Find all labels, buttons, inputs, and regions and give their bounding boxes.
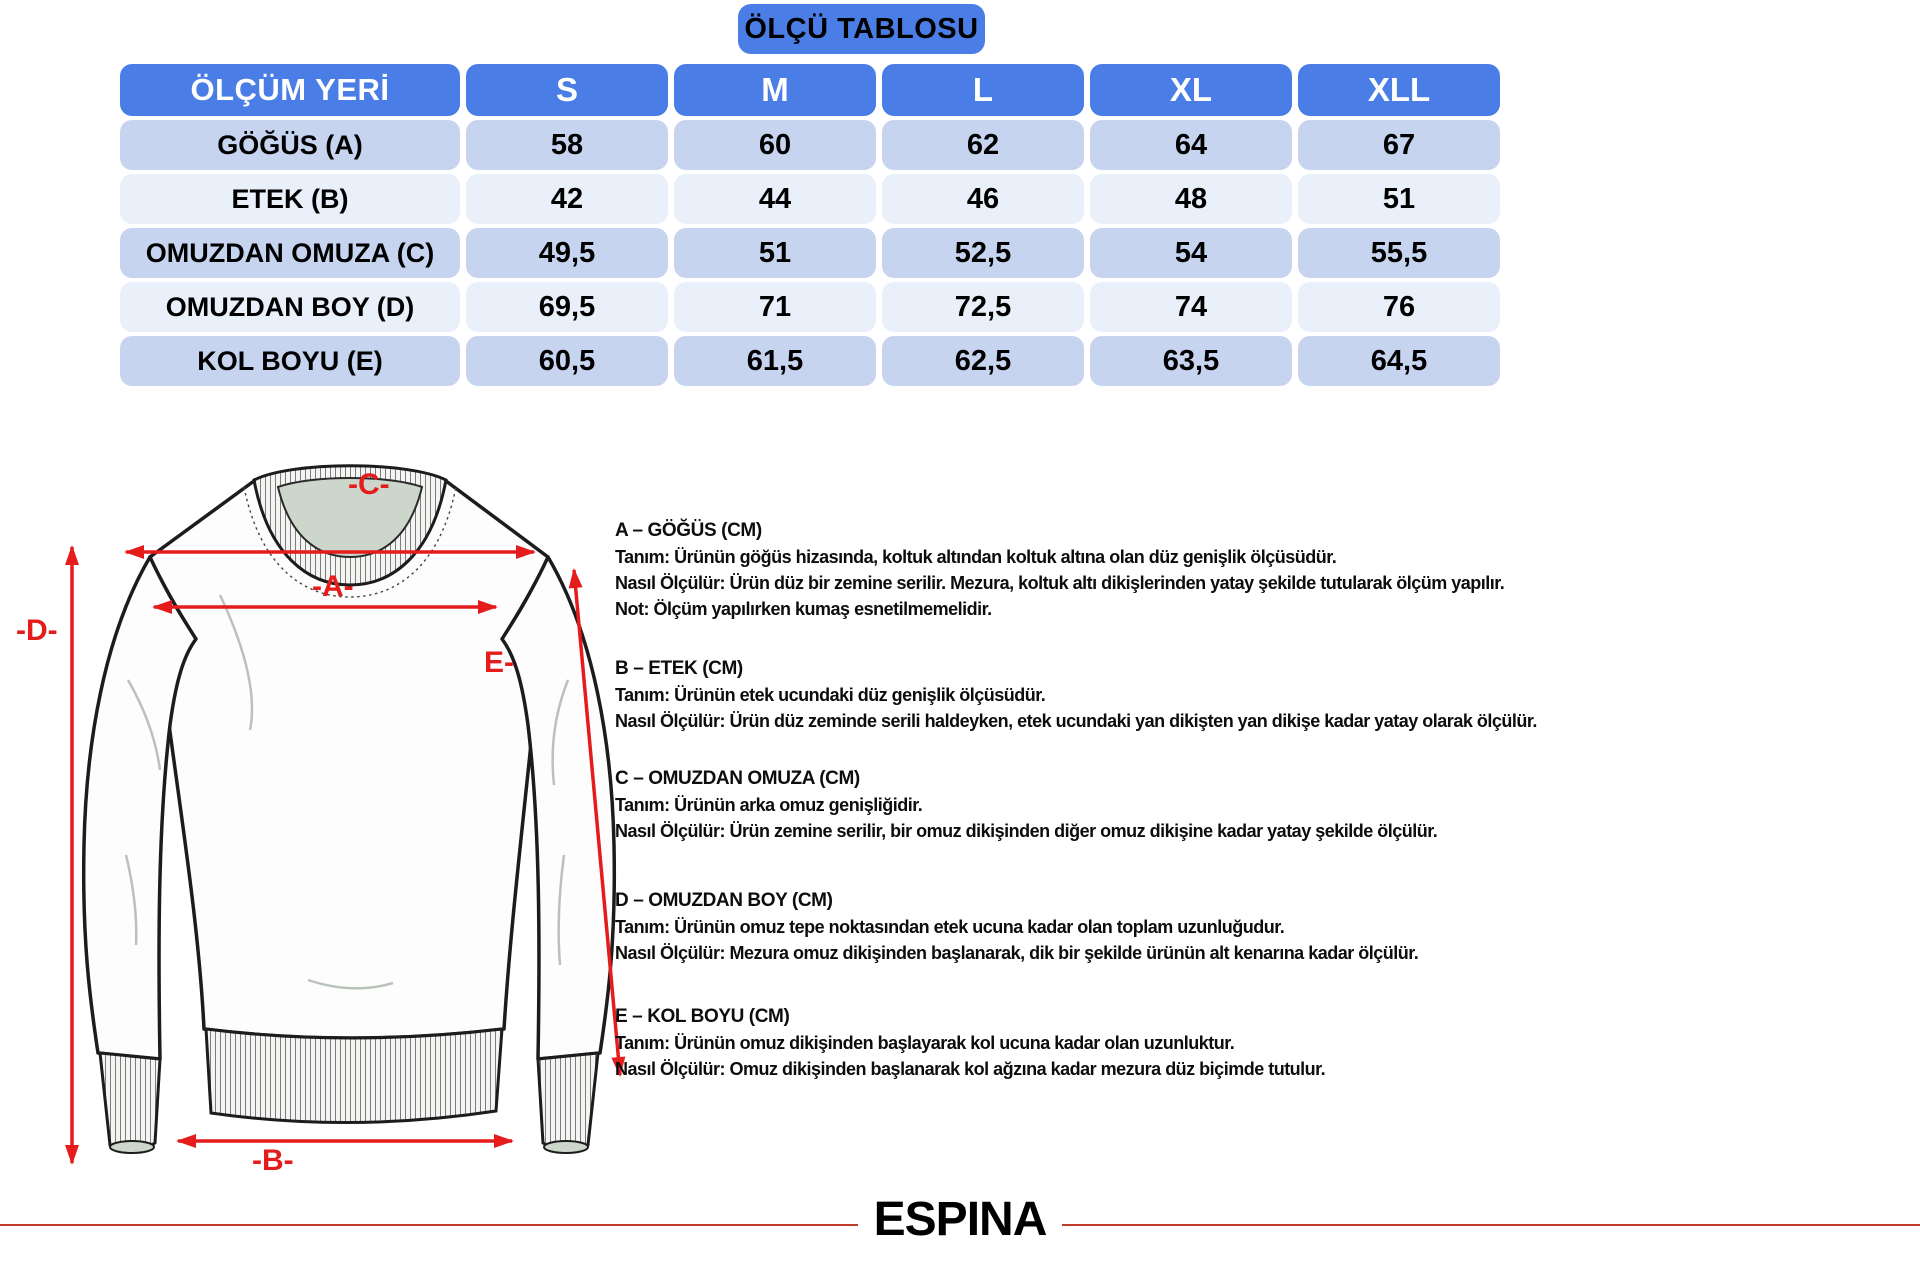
table-header-size-m: M [674, 64, 876, 116]
desc-d-tanim: Tanım: Ürünün omuz tepe noktasından etek ucuna kadar olan toplam uzunluğudur. [615, 917, 1285, 937]
size-value: 69,5 [466, 282, 668, 332]
left-sleeve [84, 557, 196, 1153]
row-label-etek: ETEK (B) [120, 174, 460, 224]
brand-name: ESPINA [858, 1192, 1063, 1247]
desc-c-title: C – OMUZDAN OMUZA (CM) [615, 768, 860, 789]
desc-a-tanim: Tanım: Ürünün göğüs hizasında, koltuk altından koltuk altına olan düz genişlik ölçüsüdür. [615, 547, 1337, 567]
size-value: 54 [1090, 228, 1292, 278]
size-value: 72,5 [882, 282, 1084, 332]
measure-desc-c [615, 766, 1437, 844]
sweatshirt-technical-drawing [8, 425, 648, 1185]
size-value: 64,5 [1298, 336, 1500, 386]
label-d: -D- [16, 614, 58, 647]
size-value: 62 [882, 120, 1084, 170]
page-title: ÖLÇÜ TABLOSU [738, 4, 985, 54]
desc-b-tanim: Tanım: Ürünün etek ucundaki düz genişlik ölçüsüdür. [615, 685, 1046, 705]
measure-desc-b [615, 656, 1537, 734]
measure-desc-a [615, 518, 1504, 622]
desc-e-nasil: Nasıl Ölçülür: Omuz dikişinden başlanarak kol ağzına kadar mezura düz biçimde tutulur. [615, 1059, 1326, 1079]
size-value: 52,5 [882, 228, 1084, 278]
desc-d-nasil: Nasıl Ölçülür: Mezura omuz dikişinden başlanarak, dik bir şekilde ürünün alt kenarına kadar ölçülür. [615, 943, 1419, 963]
size-value: 67 [1298, 120, 1500, 170]
table-header-measure-place: ÖLÇÜM YERİ [120, 64, 460, 116]
size-value: 46 [882, 174, 1084, 224]
size-value: 48 [1090, 174, 1292, 224]
table-header-size-l: L [882, 64, 1084, 116]
size-value: 76 [1298, 282, 1500, 332]
desc-a-title: A – GÖĞÜS (CM) [615, 520, 762, 541]
size-value: 55,5 [1298, 228, 1500, 278]
label-b: -B- [252, 1144, 294, 1177]
table-header-size-xll: XLL [1298, 64, 1500, 116]
desc-a-nasil: Nasıl Ölçülür: Ürün düz bir zemine serilir. Mezura, koltuk altı dikişlerinden yatay şekilde tutularak ölçüm yapılır. [615, 573, 1505, 593]
desc-e-title: E – KOL BOYU (CM) [615, 1006, 790, 1027]
size-table [120, 64, 1500, 386]
size-value: 51 [1298, 174, 1500, 224]
size-value: 49,5 [466, 228, 668, 278]
size-value: 71 [674, 282, 876, 332]
brand-footer [0, 1192, 1920, 1247]
row-label-omuzdan-omuza: OMUZDAN OMUZA (C) [120, 228, 460, 278]
row-label-gogus: GÖĞÜS (A) [120, 120, 460, 170]
hem-ribbing [206, 1029, 502, 1123]
size-value: 63,5 [1090, 336, 1292, 386]
desc-b-title: B – ETEK (CM) [615, 658, 743, 679]
size-value: 44 [674, 174, 876, 224]
desc-e-tanim: Tanım: Ürünün omuz dikişinden başlayarak kol ucuna kadar olan uzunluktur. [615, 1033, 1235, 1053]
label-e: E- [484, 646, 514, 679]
size-value: 42 [466, 174, 668, 224]
size-value: 61,5 [674, 336, 876, 386]
label-c: -C- [348, 468, 390, 501]
left-cuff-ribbing [100, 1053, 160, 1151]
size-value: 60,5 [466, 336, 668, 386]
desc-c-nasil: Nasıl Ölçülür: Ürün zemine serilir, bir omuz dikişinden diğer omuz dikişine kadar yatay şekilde ölçülür. [615, 821, 1438, 841]
desc-c-tanim: Tanım: Ürünün arka omuz genişliğidir. [615, 795, 923, 815]
row-label-kol-boyu: KOL BOYU (E) [120, 336, 460, 386]
table-header-size-xl: XL [1090, 64, 1292, 116]
size-value: 62,5 [882, 336, 1084, 386]
measure-desc-d [615, 888, 1418, 966]
size-value: 64 [1090, 120, 1292, 170]
size-value: 51 [674, 228, 876, 278]
desc-a-not: Not: Ölçüm yapılırken kumaş esnetilmemelidir. [615, 599, 992, 619]
desc-d-title: D – OMUZDAN BOY (CM) [615, 890, 833, 911]
desc-b-nasil: Nasıl Ölçülür: Ürün düz zeminde serili haldeyken, etek ucundaki yan dikişten yan dikişe kadar yatay olarak ölçülür. [615, 711, 1537, 731]
size-value: 74 [1090, 282, 1292, 332]
right-cuff-ribbing [538, 1053, 598, 1151]
size-value: 60 [674, 120, 876, 170]
row-label-omuzdan-boy: OMUZDAN BOY (D) [120, 282, 460, 332]
size-value: 58 [466, 120, 668, 170]
label-a: -A- [312, 570, 354, 603]
measure-desc-e [615, 1004, 1325, 1082]
table-header-size-s: S [466, 64, 668, 116]
